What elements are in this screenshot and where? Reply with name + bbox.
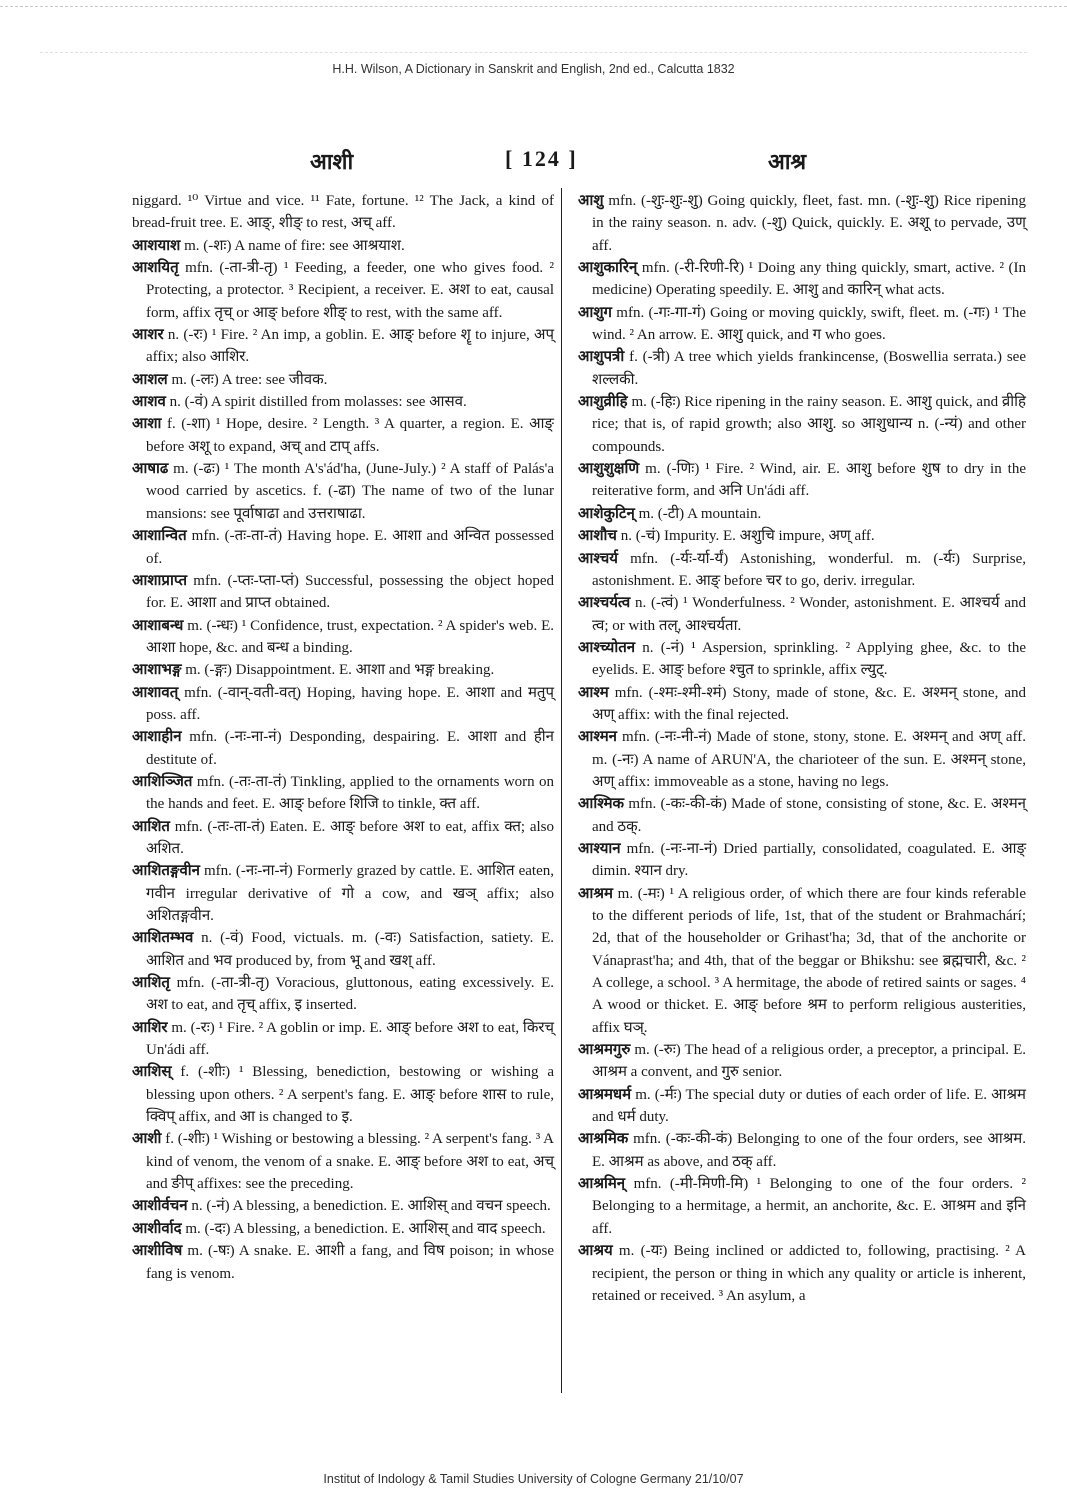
dictionary-entry xyxy=(132,860,554,927)
scan-edge-line xyxy=(40,52,1027,53)
dictionary-entry xyxy=(132,682,554,727)
entry-headword: आश्च्योतन xyxy=(578,639,636,656)
left-column xyxy=(132,190,554,1285)
entry-headword: आशेकुटिन् xyxy=(578,505,635,522)
entry-definition: n. (-नं) A blessing, a benediction. E. आशिस् and वचन speech. xyxy=(187,1198,551,1215)
entry-headword: आशीर्वचन xyxy=(132,1198,188,1215)
dictionary-entry xyxy=(578,257,1026,302)
entry-definition: mfn. (-तः-ता-तं) Tinkling, applied to the ornaments worn on the hands and feet. E. आङ् before शिजि to tinkle, क्त aff. xyxy=(146,773,554,813)
entry-definition: n. (-रः) ¹ Fire. ² An imp, a goblin. E. आङ् before शॄ to injure, अप् affix; also आशिर. xyxy=(146,327,554,366)
entry-definition: m. (-मः) ¹ A religious order, of which there are four kinds referable to the different periods of life, 1st, that of the student or Brahmachárí; 2d, that of the householder or Grihast'ha; 3d, that of the anchorite or Vánaprast'ha; and 4th, that of the beggar or Bhikshu: see ब्रह्मचारी, &c. ² A college, a school. ³ A hermitage, the abode of retired saints or sages. ⁴ A wood or thicket. E. आङ् before श्रम to perform religious austerities, affix घञ्. xyxy=(592,885,1026,1036)
dictionary-entry xyxy=(132,235,554,257)
entry-definition: mfn. (-री-रिणी-रि) ¹ Doing any thing quickly, smart, active. ² (In medicine) Operating speedily. E. आशु and कारिन् what acts. xyxy=(592,260,1026,299)
dictionary-entry xyxy=(578,1128,1026,1173)
entry-definition: mfn. (-मी-मिणी-मि) ¹ Belonging to one of the four orders. ² Belonging to a hermitage, a hermit, an anchorite, &c. E. आश्रम and इनि aff. xyxy=(592,1176,1026,1237)
entry-definition: m. (-लः) A tree: see जीवक. xyxy=(167,371,328,388)
dictionary-entry xyxy=(578,682,1026,727)
dictionary-entry xyxy=(578,637,1026,682)
entry-definition: mfn. (-प्तः-प्ता-प्तं) Successful, possessing the object hoped for. E. आशा and प्राप्त obtained. xyxy=(146,572,554,612)
entry-headword: आशु xyxy=(578,193,604,209)
entry-headword: आशयाश xyxy=(132,237,181,254)
entry-headword: आशीर्वाद xyxy=(132,1220,182,1237)
entry-definition: mfn. (-वान्-वती-वत्) Hoping, having hope. E. आशा and मतुप् poss. aff. xyxy=(146,684,554,723)
dictionary-entry xyxy=(132,1218,554,1240)
entry-headword: आश्मन xyxy=(578,729,618,746)
entry-headword: आशिर xyxy=(132,1019,168,1036)
entry-definition: f. (-त्री) A tree which yields frankincense, (Boswellia serrata.) see शल्लकी. xyxy=(592,349,1026,388)
entry-definition: m. (-ङ्गः) Disappointment. E. आशा and भङ्ग breaking. xyxy=(181,662,495,679)
dictionary-entry xyxy=(132,972,554,1017)
entry-headword: आशितृ xyxy=(132,975,170,992)
entry-definition: mfn. (-कः-की-कं) Made of stone, consisting of stone, &c. E. अश्मन् and ठक्. xyxy=(592,796,1026,835)
entry-headword: आशावत् xyxy=(132,684,179,701)
entry-headword: आश्रम xyxy=(578,885,613,902)
entry-headword: आश्म xyxy=(578,684,609,701)
entry-definition: mfn. (-गः-गा-गं) Going or moving quickly, swift, fleet. m. (-गः) ¹ The wind. ² An arrow. E. आशु quick, and ग who goes. xyxy=(592,304,1026,344)
entry-definition: m. (-ढः) ¹ The month A's'ád'ha, (June-July.) ² A staff of Palás'a wood carried by ascetics. f. (-ढा) The name of two of the lunar mansions: see पूर्वाषाढा and उत्तराषाढा. xyxy=(146,461,554,522)
dictionary-entry xyxy=(578,548,1026,593)
entry-headword: आशी xyxy=(132,1131,162,1148)
dictionary-entry xyxy=(132,1195,554,1217)
dictionary-entry xyxy=(578,793,1026,838)
entry-definition: mfn. (-श्मः-श्मी-श्मं) Stony, made of stone, &c. E. अश्मन् stone, and अण् affix: with the final rejected. xyxy=(592,684,1026,723)
entry-headword: आशाप्राप्त xyxy=(132,572,188,589)
dictionary-entry xyxy=(132,458,554,525)
entry-definition: mfn. (-ता-त्री-तृ) Voracious, gluttonous, eating excessively. E. अश to eat, and तृच् affix, इ inserted. xyxy=(146,975,554,1014)
dictionary-entry xyxy=(132,369,554,391)
entry-headword: आशौच xyxy=(578,528,617,545)
entry-headword: आशा xyxy=(132,416,162,433)
entry-definition: m. (-शः) A name of fire: see आश्रयाश. xyxy=(180,237,405,254)
dictionary-entry xyxy=(578,726,1026,793)
entry-headword: आशितम्भव xyxy=(132,930,194,947)
entry-definition: f. (-शीः) ¹ Blessing, benediction, bestowing or wishing a blessing upon others. ² A serpent's fang. E. आङ् before शास to rule, क्विप् affix, and आ is changed to इ. xyxy=(146,1064,554,1126)
entry-definition: m. (-यः) Being inclined or addicted to, following, practising. ² A recipient, the person or thing in which any quality or article is inherent, retained or received. ³ An asylum, a xyxy=(592,1243,1026,1304)
dictionary-entry xyxy=(132,927,554,972)
entry-headword: आशिञ्जित xyxy=(132,773,193,790)
dictionary-entry xyxy=(578,1173,1026,1240)
entry-headword: आश्चर्यत्व xyxy=(578,595,631,612)
entry-definition: m. (-टी) A mountain. xyxy=(634,505,762,522)
entry-definition: m. (-रुः) The head of a religious order, a preceptor, a principal. E. आश्रम a convent, and गुरु senior. xyxy=(592,1042,1026,1081)
dictionary-entry xyxy=(578,1084,1026,1129)
entry-headword: आश्रमिन् xyxy=(578,1176,626,1193)
entry-definition: mfn. (-कः-की-कं) Belonging to one of the four orders, see आश्रम. E. आश्रम as above, and ठक् aff. xyxy=(592,1131,1026,1170)
entry-definition: f. (-शीः) ¹ Wishing or bestowing a blessing. ² A serpent's fang. ³ A kind of venom, the venom of a snake. E. आङ् before अश to eat, अच् and ङीप् affixes: see the preceding. xyxy=(146,1131,554,1193)
dictionary-entry xyxy=(578,525,1026,547)
entry-headword: आषाढ xyxy=(132,461,169,478)
dictionary-entry xyxy=(132,1128,554,1195)
dictionary-entry xyxy=(132,413,554,458)
entry-definition: n. (-त्वं) ¹ Wonderfulness. ² Wonder, astonishment. E. आश्चर्य and त्व; or with तल्, आश्चर्यता. xyxy=(592,595,1026,634)
entry-headword: आशुकारिन् xyxy=(578,260,638,277)
dictionary-entry xyxy=(578,190,1026,257)
entry-definition: mfn. (-नः-ना-नं) Formerly grazed by cattle. E. आशित eaten, गवीन irregular derivative of गो a cow, and खञ् affix; also अशितङ्गवीन. xyxy=(146,863,554,924)
entry-headword: आशर xyxy=(132,327,164,344)
dictionary-entry xyxy=(132,190,554,235)
entry-headword: आशुव्रीहि xyxy=(578,394,628,411)
running-head-left: आशी xyxy=(310,149,354,174)
running-head-right: आश्र xyxy=(768,149,807,174)
entry-definition: m. (-र्मः) The special duty or duties of each order of life. E. आश्रम and धर्म duty. xyxy=(592,1086,1026,1126)
entry-headword: आश्रमिक xyxy=(578,1131,629,1148)
dictionary-entry xyxy=(578,1240,1026,1307)
entry-definition: f. (-शा) ¹ Hope, desire. ² Length. ³ A quarter, a region. E. आङ् before अशू to expand, अच् and टाप् affs. xyxy=(146,416,554,455)
entry-headword: आशितङ्गवीन xyxy=(132,863,201,880)
entry-definition: mfn. (-ता-त्री-तृ) ¹ Feeding, a feeder, one who gives food. ² Protecting, a protector. ³ Recipient, a receiver. E. अश to eat, causal form, affix तृच् or आङ् before शीङ् to rest, with the same aff. xyxy=(146,260,554,321)
entry-headword: आशुग xyxy=(578,304,612,321)
page-number: [ 124 ] xyxy=(505,146,578,171)
entry-definition: m. (-दः) A blessing, a benediction. E. आशिस् and वाद speech. xyxy=(181,1220,546,1237)
entry-headword: आश्रमगुरु xyxy=(578,1042,631,1059)
dictionary-entry xyxy=(578,883,1026,1039)
entry-definition: m. (-षः) A snake. E. आशी a fang, and विष poison; in whose fang is venom. xyxy=(146,1243,554,1282)
dictionary-entry xyxy=(132,525,554,570)
entry-definition: mfn. (-नः-नी-नं) Made of stone, stony, stone. E. अश्मन् and अण् aff. m. (-नः) A name of ARUN'A, the charioteer of the sun. E. अश्मन् stone, अण् affix: immoveable as a stone, having no legs. xyxy=(592,729,1026,790)
entry-headword: आश्रमधर्म xyxy=(578,1086,632,1103)
dictionary-entry xyxy=(132,257,554,324)
dictionary-entry xyxy=(132,771,554,816)
entry-definition: n. (-वं) Food, victuals. m. (-वः) Satisfaction, satiety. E. आशित and भव produced by, from भू and खश् aff. xyxy=(146,930,554,969)
dictionary-entry xyxy=(132,615,554,660)
entry-headword: आशान्वित xyxy=(132,528,187,545)
dictionary-entry xyxy=(578,838,1026,883)
dictionary-entry xyxy=(132,324,554,369)
dictionary-entry xyxy=(578,458,1026,503)
column-divider xyxy=(561,188,562,1393)
entry-headword: आशित xyxy=(132,818,170,835)
dictionary-entry xyxy=(578,346,1026,391)
entry-definition: m. (-हिः) Rice ripening in the rainy season. E. आशु quick, and व्रीहि rice; that is, of rapid growth; also आशु. so आशुधान्य n. (-न्यं) and other compounds. xyxy=(592,394,1026,455)
entry-definition: mfn. (-नः-ना-नं) Dried partially, consolidated, coagulated. E. आङ् dimin. श्यान dry. xyxy=(592,840,1026,880)
entry-definition: m. (-न्धः) ¹ Confidence, trust, expectation. ² A spider's web. E. आशा hope, &c. and बन्ध a binding. xyxy=(146,617,554,656)
dictionary-entry xyxy=(578,391,1026,458)
entry-headword: आशुशुक्षणि xyxy=(578,461,640,478)
entry-headword: आशाहीन xyxy=(132,729,182,746)
entry-definition: m. (-णिः) ¹ Fire. ² Wind, air. E. आशु before शुष to dry in the reiterative form, and अनि Un'ádi aff. xyxy=(592,461,1026,500)
footer-attribution: Institut of Indology & Tamil Studies University of Cologne Germany 21/10/07 xyxy=(323,1472,744,1486)
entry-definition: mfn. (-शुः-शुः-शु) Going quickly, fleet, fast. mn. (-शुः-शु) Rice ripening in the rainy season. n. adv. (-शु) Quick, quickly. E. अशू to pervade, उण् aff. xyxy=(592,193,1026,254)
entry-headword: आश्मिक xyxy=(578,796,625,813)
entry-headword: आशव xyxy=(132,394,166,411)
dictionary-entry xyxy=(578,302,1026,347)
dictionary-entry xyxy=(132,391,554,413)
entry-headword: आश्चर्य xyxy=(578,550,618,567)
entry-headword: आश्रय xyxy=(578,1243,613,1260)
entry-definition: niggard. ¹⁰ Virtue and vice. ¹¹ Fate, fortune. ¹² The Jack, a kind of bread-fruit tree. E. आङ्, शीङ् to rest, अच् aff. xyxy=(132,193,554,232)
entry-definition: mfn. (-नः-ना-नं) Desponding, despairing. E. आशा and हीन destitute of. xyxy=(146,729,554,768)
dictionary-entry xyxy=(578,503,1026,525)
entry-headword: आशिस् xyxy=(132,1064,172,1081)
entry-definition: mfn. (-तः-ता-तं) Eaten. E. आङ् before अश to eat, affix क्त; also अशित. xyxy=(146,818,554,857)
scan-edge-line xyxy=(0,6,1067,7)
entry-headword: आशुपत्री xyxy=(578,349,625,366)
entry-headword: आशयितृ xyxy=(132,260,179,277)
dictionary-entry xyxy=(132,1061,554,1128)
dictionary-entry xyxy=(132,726,554,771)
dictionary-entry xyxy=(578,1039,1026,1084)
entry-headword: आशाभङ्ग xyxy=(132,662,182,679)
entry-definition: m. (-रः) ¹ Fire. ² A goblin or imp. E. आङ् before अश to eat, किरच् Un'ádi aff. xyxy=(146,1019,554,1059)
dictionary-entry xyxy=(132,570,554,615)
entry-headword: आशाबन्ध xyxy=(132,617,184,634)
entry-definition: n. (-नं) ¹ Aspersion, sprinkling. ² Applying ghee, &c. to the eyelids. E. आङ् before श्चुत to sprinkle, affix ल्युट्. xyxy=(592,639,1026,679)
dictionary-entry xyxy=(132,1240,554,1285)
right-column xyxy=(578,190,1026,1307)
entry-definition: mfn. (-र्यः-र्या-र्यं) Astonishing, wonderful. m. (-र्यः) Surprise, astonishment. E. आङ् before चर to go, deriv. irregular. xyxy=(592,550,1026,589)
entry-headword: आश्यान xyxy=(578,840,621,857)
dictionary-entry xyxy=(132,659,554,681)
entry-definition: n. (-चं) Impurity. E. अशुचि impure, अण् aff. xyxy=(616,528,875,545)
source-citation: H.H. Wilson, A Dictionary in Sanskrit and English, 2nd ed., Calcutta 1832 xyxy=(332,62,735,76)
dictionary-entry xyxy=(578,592,1026,637)
entry-headword: आशल xyxy=(132,371,168,388)
entry-definition: mfn. (-तः-ता-तं) Having hope. E. आशा and अन्वित possessed of. xyxy=(146,528,554,567)
entry-definition: n. (-वं) A spirit distilled from molasses: see आसव. xyxy=(165,394,467,411)
dictionary-entry xyxy=(132,816,554,861)
dictionary-entry xyxy=(132,1017,554,1062)
entry-headword: आशीविष xyxy=(132,1243,183,1260)
